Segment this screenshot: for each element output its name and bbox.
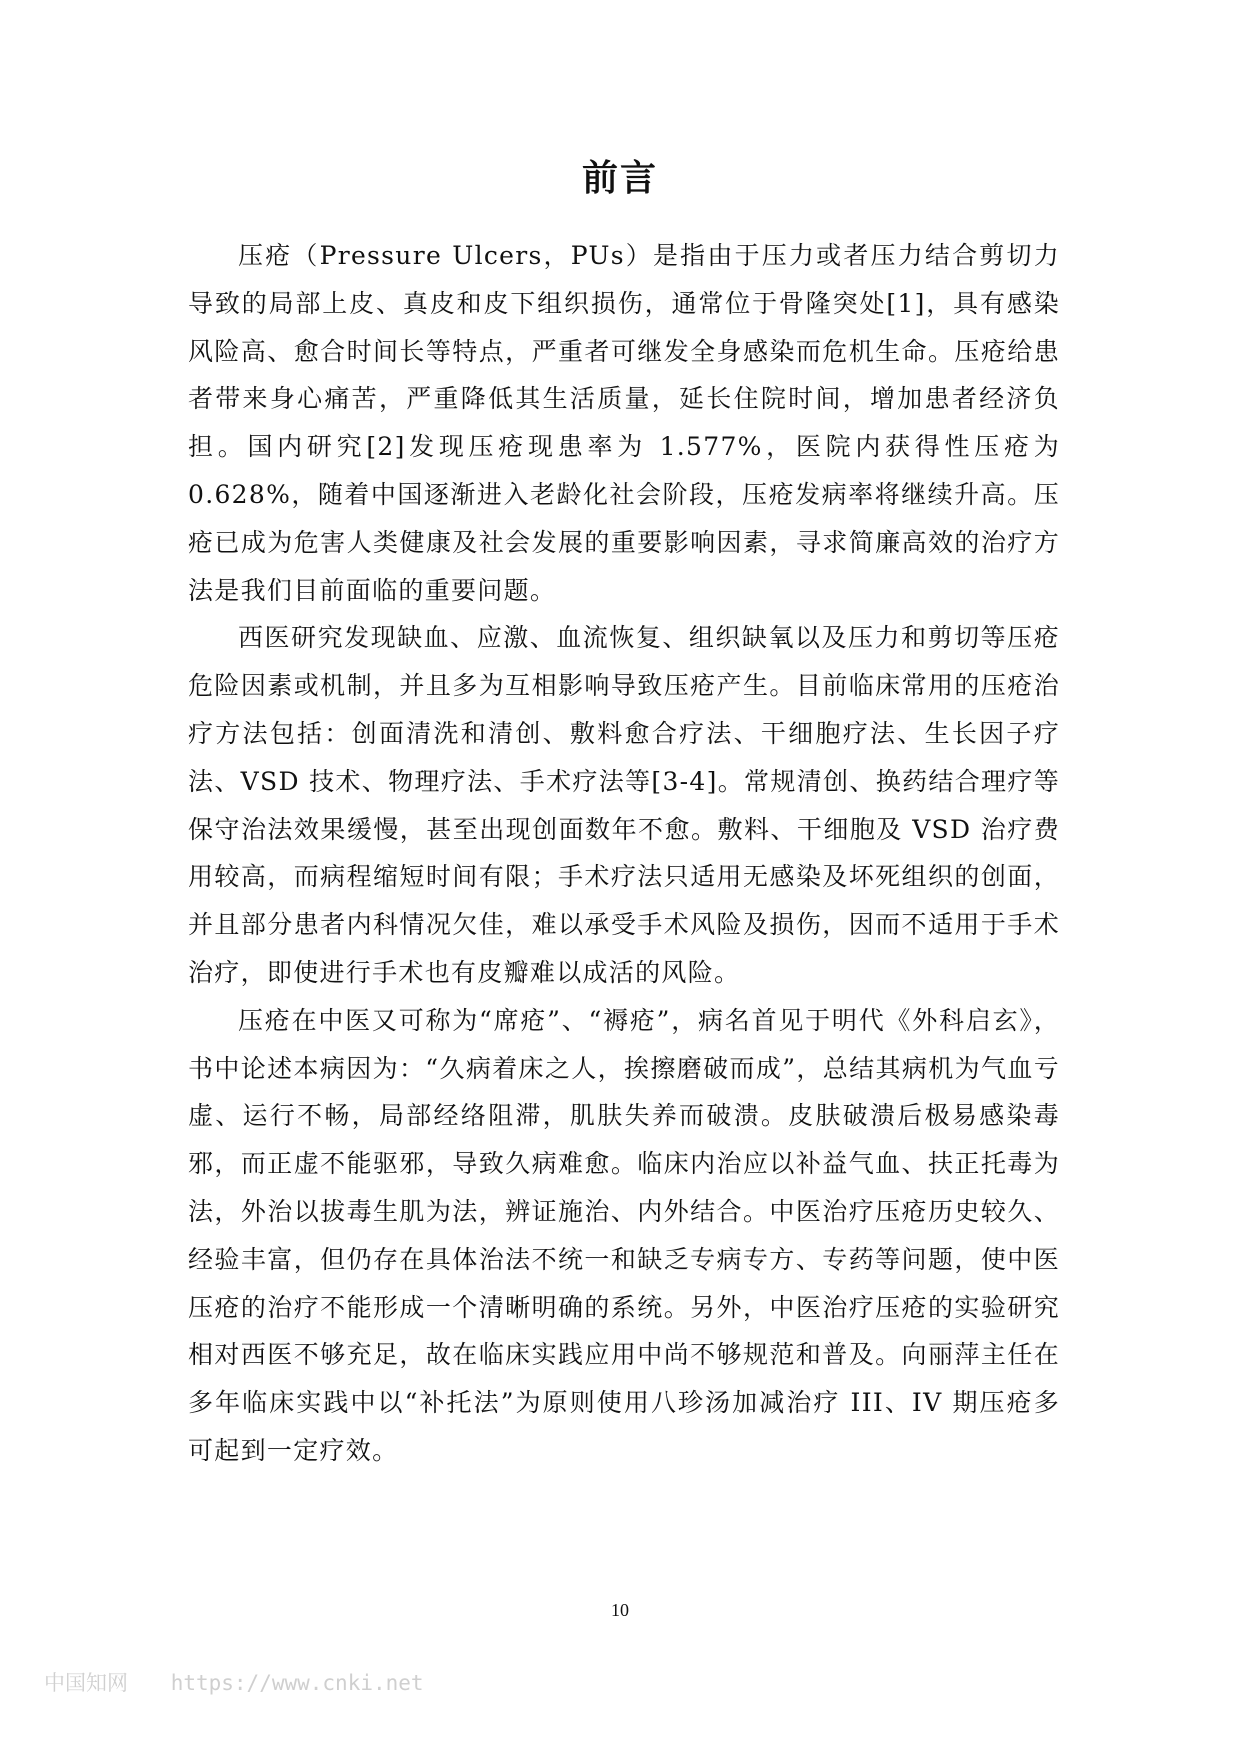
footer-watermark [44, 1667, 424, 1697]
footer-site-name: 中国知网 [44, 1671, 128, 1695]
page-title: 前言 [581, 158, 658, 199]
body-text [188, 232, 1060, 1475]
paragraph-1: 压疮（Pressure Ulcers，PUs）是指由于压力或者压力结合剪切力导致的局部上皮、真皮和皮下组织损伤，通常位于骨隆突处[1]，具有感染风险高、愈合时间长等特点，严重者可继发全身感染而危机生命。压疮给患者带来身心痛苦，严重降低其生活质量，延长住院时间，增加患者经济负担。国内研究[2]发现压疮现患率为 1.577%，医院内获得性压疮为 0.628%，随着中国逐渐进入老龄化社会阶段，压疮发病率将继续升高。压疮已成为危害人类健康及社会发展的重要影响因素，寻求简廉高效的治疗方法是我们目前面临的重要问题。 [188, 241, 1060, 605]
paragraph-3: 压疮在中医又可称为“席疮”、“褥疮”，病名首见于明代《外科启玄》，书中论述本病因为：“久病着床之人，挨擦磨破而成”，总结其病机为气血亏虚、运行不畅，局部经络阻滞，肌肤失养而破溃。皮肤破溃后极易感染毒邪，而正虚不能驱邪，导致久病难愈。临床内治应以补益气血、扶正托毒为法，外治以拔毒生肌为法，辨证施治、内外结合。中医治疗压疮历史较久、经验丰富，但仍存在具体治法不统一和缺乏专病专方、专药等问题，使中医压疮的治疗不能形成一个清晰明确的系统。另外，中医治疗压疮的实验研究相对西医不够充足，故在临床实践应用中尚不够规范和普及。向丽萍主任在多年临床实践中以“补托法”为原则使用八珍汤加减治疗 III、IV 期压疮多可起到一定疗效。 [188, 1005, 1060, 1465]
page-number: 10 [611, 1600, 629, 1620]
footer-url: https://www.cnki.net [170, 1671, 424, 1695]
paragraph-2: 西医研究发现缺血、应激、血流恢复、组织缺氧以及压力和剪切等压疮危险因素或机制，并且多为互相影响导致压疮产生。目前临床常用的压疮治疗方法包括：创面清洗和清创、敷料愈合疗法、干细胞疗法、生长因子疗法、VSD 技术、物理疗法、手术疗法等[3-4]。常规清创、换药结合理疗等保守治法效果缓慢，甚至出现创面数年不愈。敷料、干细胞及 VSD 治疗费用较高，而病程缩短时间有限；手术疗法只适用无感染及坏死组织的创面，并且部分患者内科情况欠佳，难以承受手术风险及损伤，因而不适用于手术治疗，即使进行手术也有皮瓣难以成活的风险。 [188, 623, 1060, 987]
